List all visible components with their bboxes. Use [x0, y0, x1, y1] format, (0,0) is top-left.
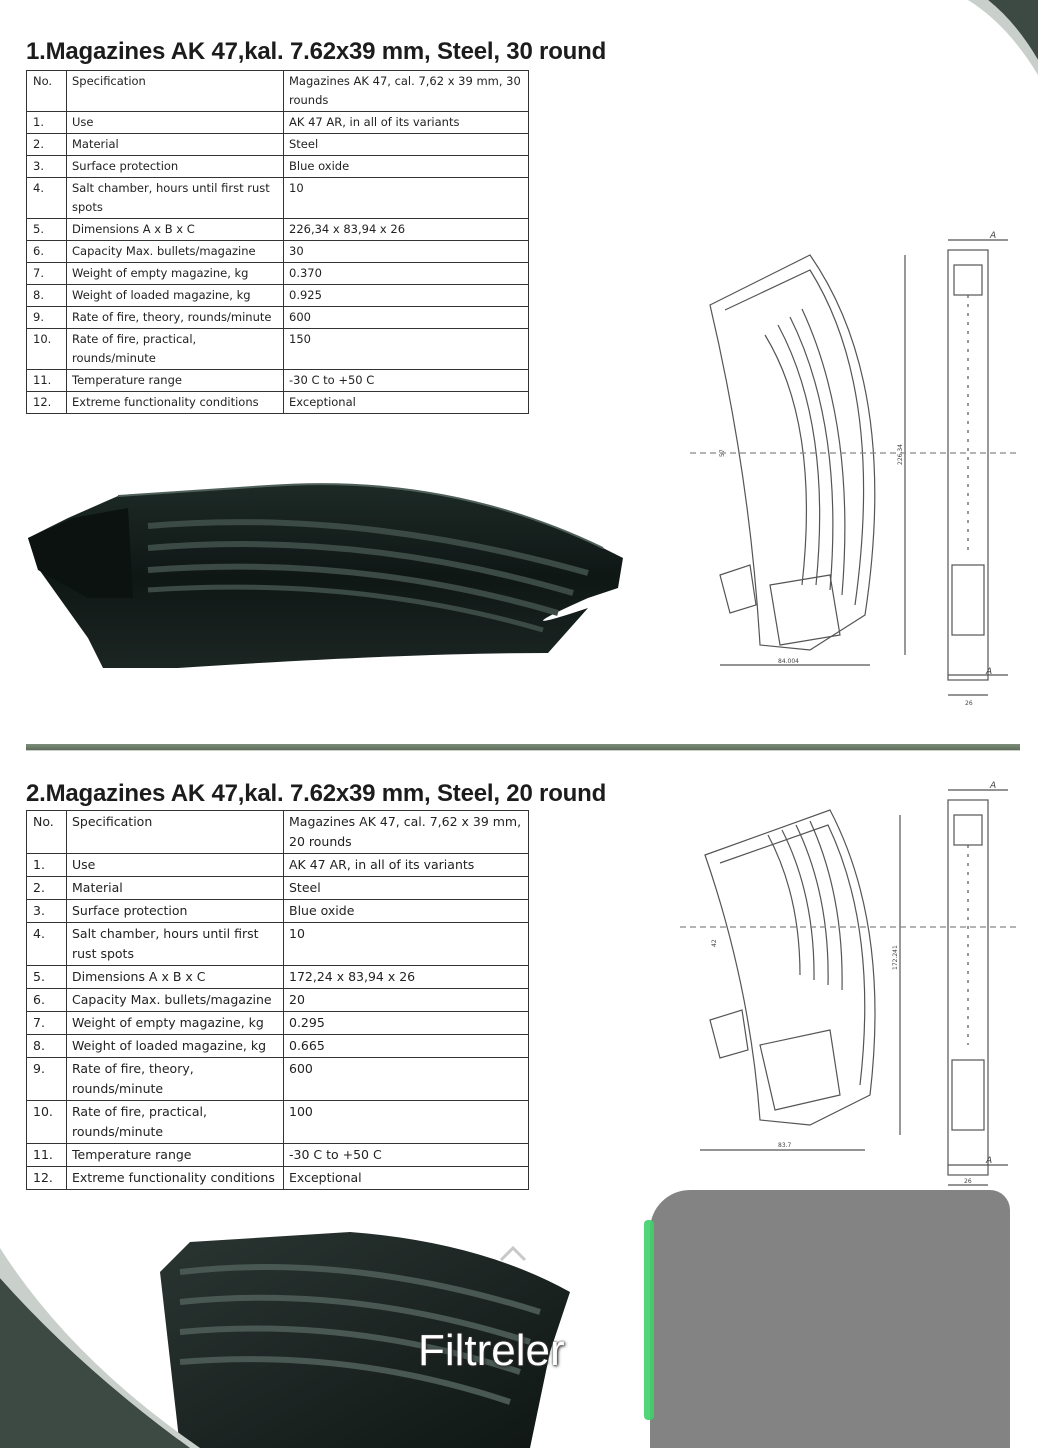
cell-spec: Temperature range: [67, 1144, 284, 1167]
cell-spec: Dimensions A x B x C: [67, 966, 284, 989]
cell-no: 10.: [27, 329, 67, 370]
cell-spec: Capacity Max. bullets/magazine: [67, 241, 284, 263]
cell-value: 0.925: [284, 285, 529, 307]
table-row: [27, 854, 529, 877]
cell-value: 100: [284, 1101, 529, 1144]
table-row: [27, 1012, 529, 1035]
cell-no: 8.: [27, 1035, 67, 1058]
header-value: Magazines AK 47, cal. 7,62 x 39 mm, 20 rounds: [284, 811, 529, 854]
table-header-row: [27, 71, 529, 112]
table-row: [27, 966, 529, 989]
table-row: [27, 1058, 529, 1101]
cell-spec: Material: [67, 877, 284, 900]
table-header-row: [27, 811, 529, 854]
decorative-corner-top-right: [928, 0, 1038, 80]
cell-no: 5.: [27, 966, 67, 989]
table-row: [27, 307, 529, 329]
cell-spec: Extreme functionality conditions: [67, 392, 284, 414]
cell-value: 600: [284, 1058, 529, 1101]
cell-spec: Extreme functionality conditions: [67, 1167, 284, 1190]
cell-value: 10: [284, 178, 529, 219]
cell-value: Exceptional: [284, 1167, 529, 1190]
cell-no: 12.: [27, 1167, 67, 1190]
cell-spec: Use: [67, 112, 284, 134]
table-row: [27, 241, 529, 263]
cell-value: 172,24 x 83,94 x 26: [284, 966, 529, 989]
cell-spec: Use: [67, 854, 284, 877]
magazine-20-round-technical-drawing: [680, 775, 1020, 1190]
section-2-title: 2.Magazines AK 47,kal. 7.62x39 mm, Steel, 20 round: [26, 780, 607, 808]
cell-spec: Weight of empty magazine, kg: [67, 1012, 284, 1035]
table-row: [27, 178, 529, 219]
table-row: [27, 877, 529, 900]
header-spec: Specification: [67, 811, 284, 854]
cell-no: 11.: [27, 1144, 67, 1167]
cell-spec: Surface protection: [67, 156, 284, 178]
cell-no: 2.: [27, 877, 67, 900]
cell-no: 4.: [27, 178, 67, 219]
cell-spec: Capacity Max. bullets/magazine: [67, 989, 284, 1012]
table-row: [27, 392, 529, 414]
cell-spec: Salt chamber, hours until first rust spots: [67, 178, 284, 219]
cell-value: 20: [284, 989, 529, 1012]
cell-no: 10.: [27, 1101, 67, 1144]
header-spec: Specification: [67, 71, 284, 112]
cell-value: 30: [284, 241, 529, 263]
cell-spec: Rate of fire, theory, rounds/minute: [67, 307, 284, 329]
cell-spec: Temperature range: [67, 370, 284, 392]
drawing-2-section-label-top: A: [990, 781, 997, 791]
cell-no: 9.: [27, 307, 67, 329]
cell-value: Blue oxide: [284, 900, 529, 923]
cell-no: 2.: [27, 134, 67, 156]
cell-spec: Salt chamber, hours until first rust spots: [67, 923, 284, 966]
table-row: [27, 112, 529, 134]
cell-no: 5.: [27, 219, 67, 241]
cell-no: 9.: [27, 1058, 67, 1101]
cell-spec: Rate of fire, practical, rounds/minute: [67, 1101, 284, 1144]
table-row: [27, 263, 529, 285]
table-row: [27, 219, 529, 241]
table-row: [27, 156, 529, 178]
cell-no: 7.: [27, 1012, 67, 1035]
cell-value: 0.295: [284, 1012, 529, 1035]
header-no: No.: [27, 811, 67, 854]
table-row: [27, 989, 529, 1012]
table-row: [27, 134, 529, 156]
drawing-2-dim-depth: 26: [964, 1178, 972, 1185]
table-row: [27, 329, 529, 370]
cell-no: 6.: [27, 241, 67, 263]
cell-spec: Weight of empty magazine, kg: [67, 263, 284, 285]
cell-no: 12.: [27, 392, 67, 414]
drawing-2-dim-side: 42: [711, 939, 718, 947]
cell-value: -30 C to +50 C: [284, 1144, 529, 1167]
cell-value: -30 C to +50 C: [284, 370, 529, 392]
cell-spec: Dimensions A x B x C: [67, 219, 284, 241]
cell-spec: Weight of loaded magazine, kg: [67, 285, 284, 307]
cell-spec: Surface protection: [67, 900, 284, 923]
cell-no: 3.: [27, 156, 67, 178]
drawing-2-dim-width: 83.7: [778, 1142, 792, 1149]
cell-spec: Rate of fire, practical, rounds/minute: [67, 329, 284, 370]
cell-spec: Material: [67, 134, 284, 156]
redacted-overlay: [650, 1190, 1010, 1448]
cell-value: 226,34 x 83,94 x 26: [284, 219, 529, 241]
table-row: [27, 1035, 529, 1058]
cell-no: 8.: [27, 285, 67, 307]
cell-value: 10: [284, 923, 529, 966]
cell-value: 0.370: [284, 263, 529, 285]
cell-no: 4.: [27, 923, 67, 966]
drawing-1-dim-height: 226.34: [897, 444, 904, 465]
drawing-1-dim-side: 57: [719, 449, 726, 457]
cell-no: 1.: [27, 112, 67, 134]
cell-no: 6.: [27, 989, 67, 1012]
cell-value: Steel: [284, 877, 529, 900]
cell-value: AK 47 AR, in all of its variants: [284, 112, 529, 134]
cell-value: 150: [284, 329, 529, 370]
section-1-title: 1.Magazines AK 47,kal. 7.62x39 mm, Steel, 30 round: [26, 38, 607, 66]
section-divider: [26, 744, 1020, 750]
cell-value: 0.665: [284, 1035, 529, 1058]
table-row: [27, 1101, 529, 1144]
cell-value: Blue oxide: [284, 156, 529, 178]
table-row: [27, 285, 529, 307]
spec-table-20-round: [26, 810, 529, 1190]
drawing-1-section-label-top: A: [990, 231, 997, 241]
chevron-up-icon: [498, 1240, 528, 1270]
cell-value: Exceptional: [284, 392, 529, 414]
magazine-30-round-technical-drawing: [690, 225, 1020, 715]
header-no: No.: [27, 71, 67, 112]
cell-no: 1.: [27, 854, 67, 877]
decorative-corner-bottom-left: [0, 1218, 200, 1448]
cell-no: 3.: [27, 900, 67, 923]
table-row: [27, 1144, 529, 1167]
drawing-1-dim-width: 84.004: [778, 658, 799, 665]
table-row: [27, 370, 529, 392]
filters-button[interactable]: Filtreler: [418, 1326, 565, 1375]
spec-table-30-round: [26, 70, 529, 414]
table-row: [27, 1167, 529, 1190]
cell-value: AK 47 AR, in all of its variants: [284, 854, 529, 877]
magazine-30-round-photo: [28, 478, 628, 678]
drawing-1-dim-depth: 26: [965, 700, 973, 707]
header-value: Magazines AK 47, cal. 7,62 x 39 mm, 30 rounds: [284, 71, 529, 112]
table-row: [27, 923, 529, 966]
cell-value: Steel: [284, 134, 529, 156]
drawing-1-section-label-bottom: A: [986, 667, 993, 677]
cell-no: 7.: [27, 263, 67, 285]
drawing-2-dim-height: 172.241: [892, 945, 899, 970]
cell-value: 600: [284, 307, 529, 329]
table-row: [27, 900, 529, 923]
cell-no: 11.: [27, 370, 67, 392]
drawing-2-section-label-bottom: A: [986, 1156, 993, 1166]
cell-spec: Rate of fire, theory, rounds/minute: [67, 1058, 284, 1101]
cell-spec: Weight of loaded magazine, kg: [67, 1035, 284, 1058]
